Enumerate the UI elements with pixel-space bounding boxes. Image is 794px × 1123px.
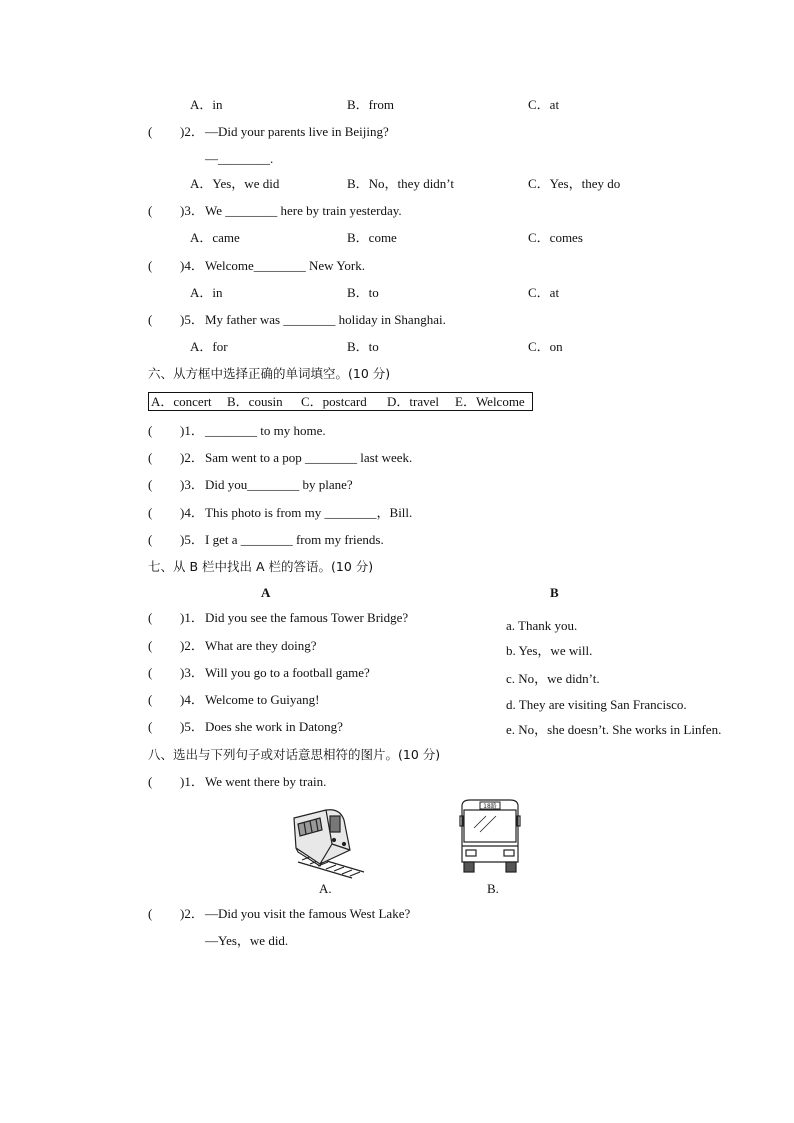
option-c: C．at — [528, 97, 560, 112]
answer-paren[interactable]: ( — [148, 719, 153, 734]
option-a: A．came — [190, 230, 240, 245]
question-text: We went there by train. — [205, 774, 327, 789]
question-text: Did you see the famous Tower Bridge? — [205, 610, 409, 625]
question-number: )1． — [180, 423, 204, 438]
answer-choice: a. Thank you. — [506, 618, 578, 633]
option-b: B．to — [347, 285, 379, 300]
question-text: —Did your parents live in Beijing? — [205, 124, 389, 139]
question-text: Will you go to a football game? — [205, 665, 370, 680]
column-a-heading: A — [261, 585, 271, 600]
option-c: C．at — [528, 285, 560, 300]
section-heading: 八、选出与下列句子或对话意思相符的图片。(10 分) — [148, 747, 441, 762]
question-number: )2． — [180, 124, 204, 139]
word-option: D．travel — [387, 394, 439, 409]
question-number: )2． — [180, 906, 204, 921]
option-a: A．in — [190, 97, 223, 112]
question-text: Welcome________ New York. — [205, 258, 365, 273]
question-text: —Did you visit the famous West Lake? — [205, 906, 411, 921]
option-c: C．Yes，they do — [528, 176, 621, 191]
word-option: C．postcard — [301, 394, 367, 409]
train-picture — [290, 804, 366, 880]
answer-choice: c. No，we didn’t. — [506, 671, 600, 686]
answer-paren[interactable]: ( — [148, 638, 153, 653]
question-text: What are they doing? — [205, 638, 317, 653]
answer-paren[interactable]: ( — [148, 665, 153, 680]
section-heading: 六、从方框中选择正确的单词填空。(10 分) — [148, 366, 391, 381]
answer-paren[interactable]: ( — [148, 692, 153, 707]
answer-paren[interactable]: ( — [148, 532, 153, 547]
option-b: B．No，they didn’t — [347, 176, 455, 191]
question-text: My father was ________ holiday in Shanghai. — [205, 312, 446, 327]
question-number: )1． — [180, 610, 204, 625]
answer-choice: b. Yes，we will. — [506, 643, 593, 658]
word-option: E．Welcome — [455, 394, 525, 409]
image-label-b: B. — [487, 881, 499, 896]
answer-paren[interactable]: ( — [148, 505, 153, 520]
answer-paren[interactable]: ( — [148, 423, 153, 438]
answer-paren[interactable]: ( — [148, 610, 153, 625]
question-number: )3． — [180, 665, 204, 680]
answer-paren[interactable]: ( — [148, 477, 153, 492]
answer-paren[interactable]: ( — [148, 258, 153, 273]
question-number: )5． — [180, 312, 204, 327]
column-b-heading: B — [550, 585, 559, 600]
answer-choice: e. No，she doesn’t. She works in Linfen. — [506, 722, 722, 737]
question-number: )4． — [180, 692, 204, 707]
option-a: A．for — [190, 339, 228, 354]
question-number: )4． — [180, 258, 204, 273]
word-option: B．cousin — [227, 394, 283, 409]
option-c: C．comes — [528, 230, 583, 245]
question-number: )3． — [180, 203, 204, 218]
answer-paren[interactable]: ( — [148, 124, 153, 139]
option-c: C．on — [528, 339, 563, 354]
section-heading: 七、从 B 栏中找出 A 栏的答语。(10 分) — [148, 559, 374, 574]
word-box — [148, 392, 533, 411]
question-text: Welcome to Guiyang! — [205, 692, 320, 707]
question-text: ________ to my home. — [205, 423, 326, 438]
question-number: )5． — [180, 719, 204, 734]
question-number: )4． — [180, 505, 204, 520]
answer-paren[interactable]: ( — [148, 312, 153, 327]
question-text: Does she work in Datong? — [205, 719, 343, 734]
bus-number: 18路 — [483, 803, 497, 810]
question-text: We ________ here by train yesterday. — [205, 203, 402, 218]
question-number: )1． — [180, 774, 204, 789]
question-reply: —Yes，we did. — [205, 933, 289, 948]
option-b: B．to — [347, 339, 379, 354]
answer-paren[interactable]: ( — [148, 774, 153, 789]
answer-paren[interactable]: ( — [148, 450, 153, 465]
question-number: )2． — [180, 450, 204, 465]
question-number: )2． — [180, 638, 204, 653]
bus-picture — [456, 798, 524, 876]
question-number: )5． — [180, 532, 204, 547]
answer-paren[interactable]: ( — [148, 906, 153, 921]
question-text: Did you________ by plane? — [205, 477, 353, 492]
option-b: B．come — [347, 230, 397, 245]
image-label-a: A. — [319, 881, 332, 896]
question-text: I get a ________ from my friends. — [205, 532, 384, 547]
answer-paren[interactable]: ( — [148, 203, 153, 218]
question-text: Sam went to a pop ________ last week. — [205, 450, 413, 465]
option-a: A．Yes，we did — [190, 176, 280, 191]
option-b: B．from — [347, 97, 394, 112]
question-reply: —________. — [205, 151, 274, 166]
answer-choice: d. They are visiting San Francisco. — [506, 697, 687, 712]
option-a: A．in — [190, 285, 223, 300]
question-number: )3． — [180, 477, 204, 492]
question-text: This photo is from my ________，Bill. — [205, 505, 413, 520]
word-option: A．concert — [151, 394, 212, 409]
